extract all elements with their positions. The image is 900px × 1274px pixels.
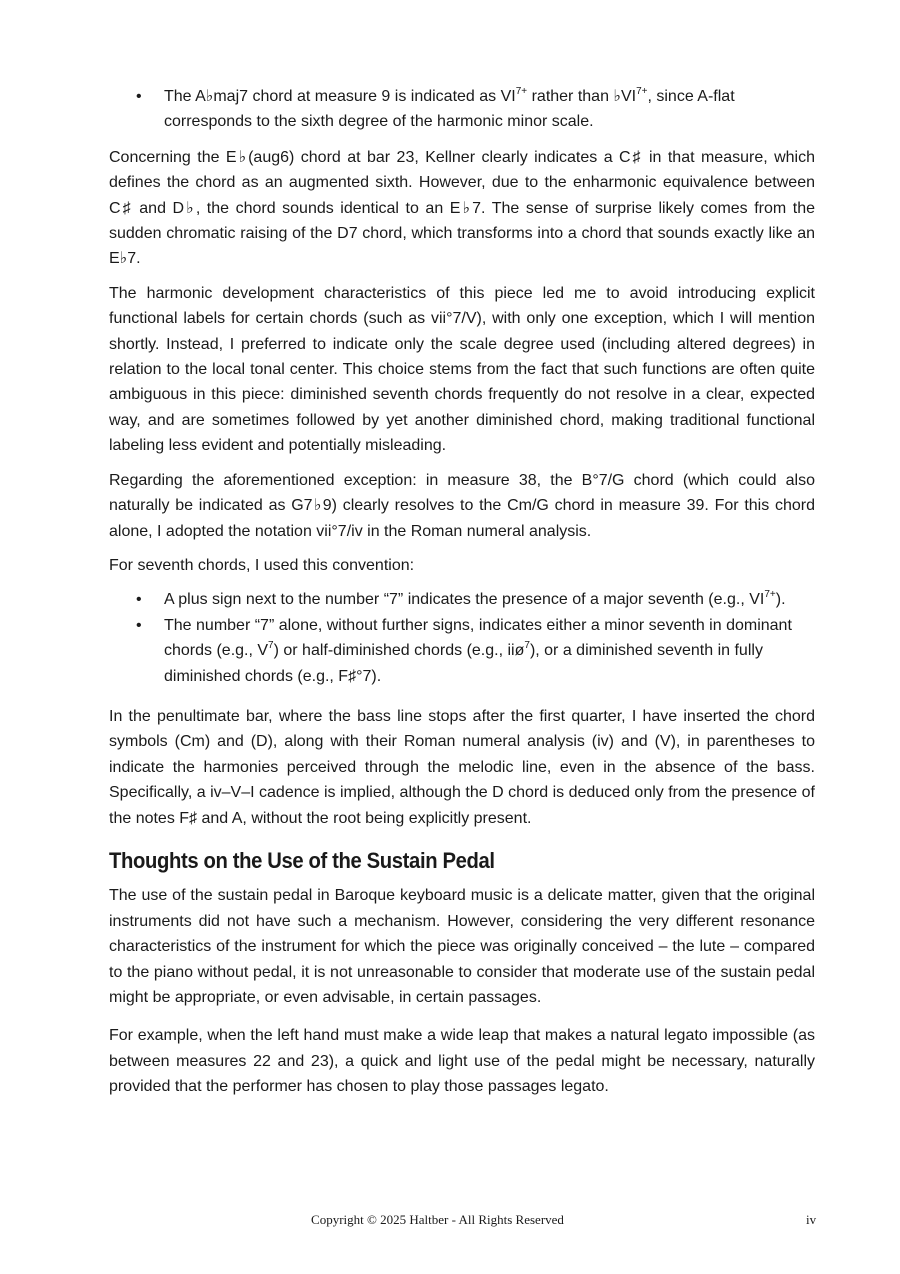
paragraph-exception: Regarding the aforementioned exception: in measure 38, the B°7/G chord (which could also naturally be indicated as G7♭9) clearly resolves to the Cm/G chord in measure 39. For this chord alone, I adopted the notation vii°7/iv in the Roman numeral analysis.	[109, 471, 815, 540]
list-item	[109, 587, 815, 612]
superscript: 7+	[636, 86, 648, 97]
section-heading: Thoughts on the Use of the Sustain Pedal	[109, 847, 495, 873]
bullet-list-top	[109, 84, 815, 135]
paragraph-penultimate-bar: In the penultimate bar, where the bass line stops after the first quarter, I have inserted the chord symbols (Cm) and (D), along with their Roman numeral analysis (iv) and (V), in parentheses to indicate the harmonies perceived through the melodic line, even in the absence of the bass. Specifically, a iv–V–I cadence is implied, although the D chord is deduced only from the presence of the notes F♯ and A, without the root being explicitly present.	[109, 707, 815, 827]
copyright-notice: Copyright © 2025 Haltber - All Rights Reserved	[311, 1212, 564, 1227]
bullet-text: The number “7” alone, without further signs, indicates either a minor seventh in dominant chords (e.g., V	[164, 616, 792, 660]
bullet-text: The A♭maj7 chord at measure 9 is indicated as VI	[164, 88, 516, 105]
superscript: 7	[524, 640, 530, 652]
superscript: 7	[268, 640, 274, 652]
bullet-list-seventh	[109, 587, 815, 689]
paragraph-example: For example, when the left hand must make a wide leap that makes a natural legato impossible (as between measures 22 and 23), a quick and light use of the pedal might be necessary, naturally provided that the performer has chosen to play those passages legato.	[109, 1027, 815, 1096]
superscript: 7+	[764, 589, 776, 601]
list-item	[109, 613, 815, 689]
paragraph-aug6: Concerning the E♭(aug6) chord at bar 23, Kellner clearly indicates a C♯ in that measure, which defines the chord as an augmented sixth. However, due to the enharmonic equivalence between C♯ and D♭, the chord sounds identical to an E♭7. The sense of surprise likely comes from the sudden chromatic raising of the D7 chord, which transforms into a chord that sounds exactly like an E♭7.	[109, 148, 815, 268]
bullet-text: ) or half-diminished chords (e.g., iiø	[273, 642, 525, 660]
page-body	[109, 84, 815, 1109]
superscript: 7+	[515, 86, 528, 97]
bullet-text: ).	[775, 591, 786, 609]
bullet-text: rather than ♭VI	[527, 88, 637, 105]
paragraph-seventh-intro: For seventh chords, I used this convention:	[109, 556, 415, 574]
page-number: iv	[806, 1212, 817, 1227]
bullet-text: A plus sign next to the number “7” indicates the presence of a major seventh (e.g., VI	[164, 591, 765, 609]
bullet-text: , since A-flat corresponds to the sixth degree of the harmonic minor scale.	[164, 88, 735, 131]
list-item	[109, 84, 815, 135]
paragraph-sustain-pedal: The use of the sustain pedal in Baroque keyboard music is a delicate matter, given that the original instruments did not have such a mechanism. However, considering the very different resonance characteristics of the instrument for which the piece was originally conceived – the lute – compared to the piano without pedal, it is not unreasonable to consider that moderate use of the sustain pedal might be appropriate, or even advisable, in certain passages.	[109, 887, 815, 1006]
paragraph-harmonic-development: The harmonic development characteristics of this piece led me to avoid introducing explicit functional labels for certain chords (such as vii°7/V), with only one exception, which I will mention shortly. Instead, I preferred to indicate only the scale degree used (including altered degrees) in relation to the local tonal center. This choice stems from the fact that such functions are often quite ambiguous in this piece: diminished seventh chords frequently do not resolve in a clear, expected way, and are sometimes followed by yet another diminished chord, making traditional functional labeling less evident and potentially misleading.	[109, 284, 815, 455]
bullet-text: ), or a diminished seventh in fully diminished chords (e.g., F♯°7).	[164, 642, 763, 685]
